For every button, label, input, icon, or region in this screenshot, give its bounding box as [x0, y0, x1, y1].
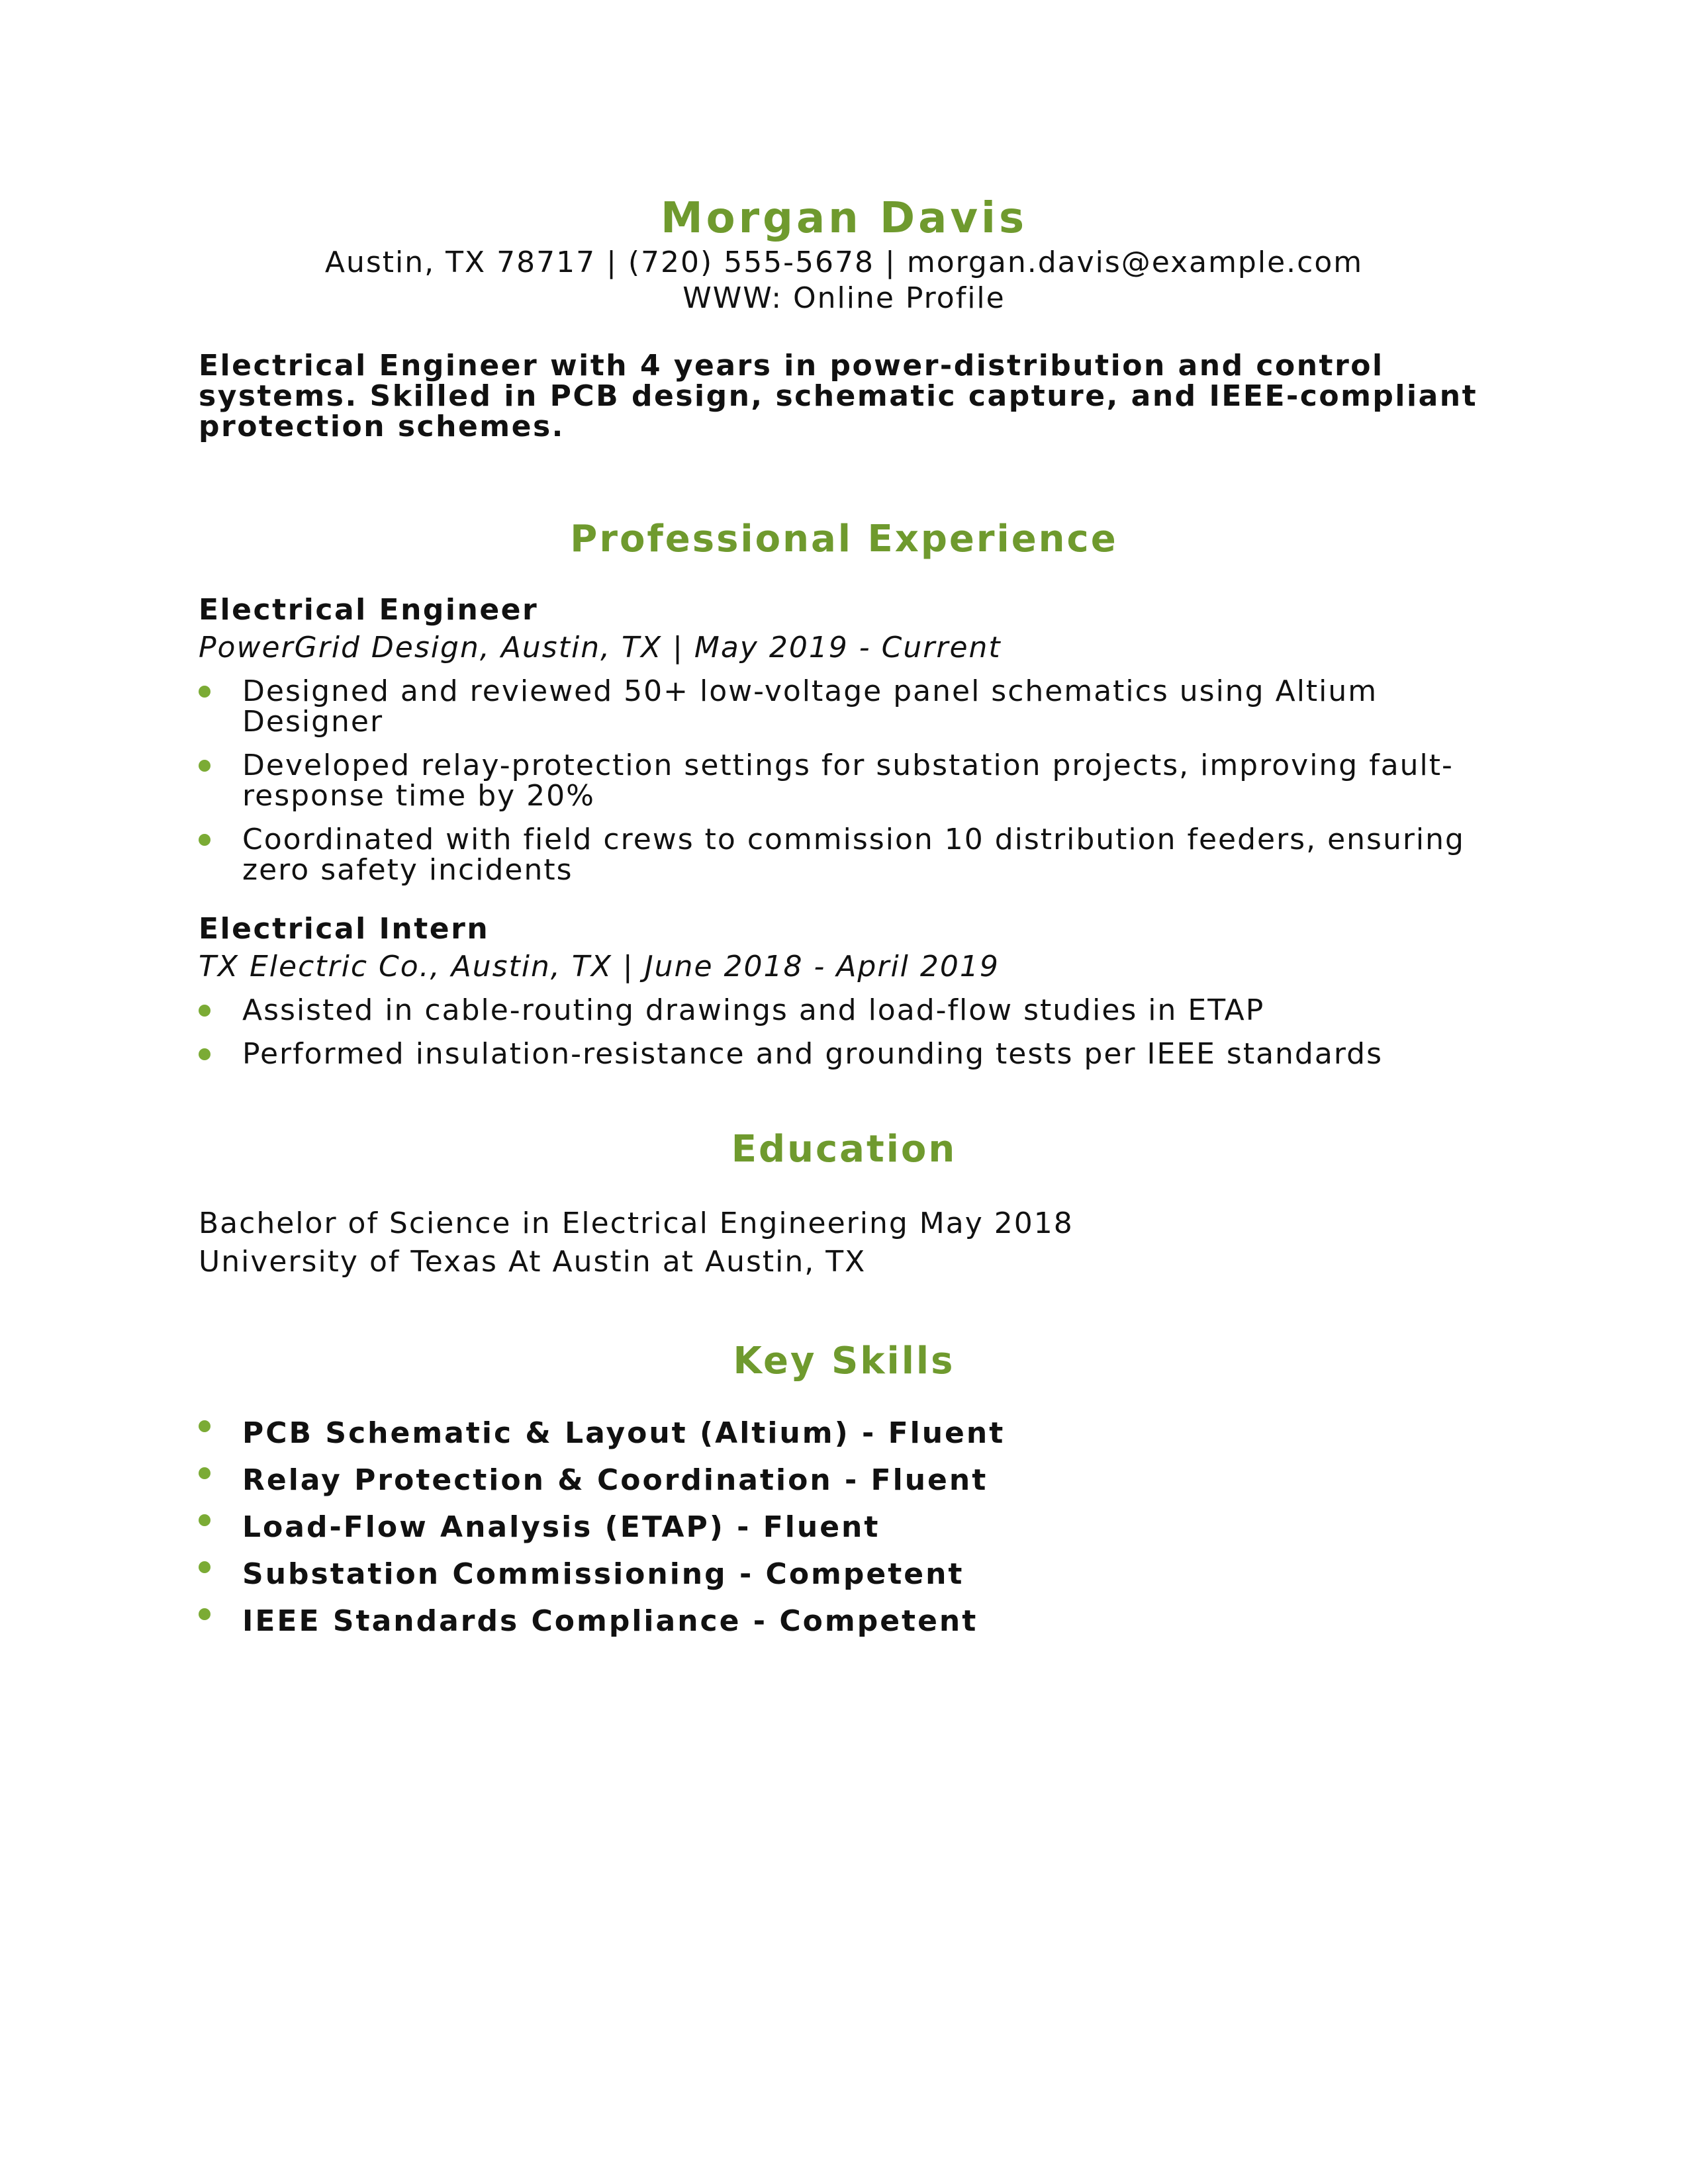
- bullet-dot-icon: [199, 1048, 211, 1060]
- contact-info: Austin, TX 78717 | (720) 555-5678 | morgan.davis@example.com: [324, 246, 1364, 279]
- job-bullet: [199, 1039, 1500, 1069]
- section-title-education: Education: [731, 1128, 957, 1171]
- bullet-dot-icon: [199, 834, 211, 846]
- job-title: Electrical Intern: [199, 912, 490, 946]
- job-company-dates: TX Electric Co., Austin, TX | June 2018 - April 2019: [199, 950, 1000, 983]
- resume-header: [199, 192, 1489, 316]
- job-bullet: [199, 676, 1500, 737]
- skill-item: [199, 1461, 1489, 1500]
- skill-text: Load-Flow Analysis (ETAP) - Fluent: [242, 1510, 880, 1544]
- skill-text: Relay Protection & Coordination - Fluent: [242, 1463, 988, 1497]
- bullet-dot-icon: [199, 1561, 211, 1573]
- job-bullet-text: Developed relay-protection settings for substation projects, improving fault-response time by 20%: [242, 749, 1454, 813]
- job-bullet-text: Performed insulation-resistance and grounding tests per IEEE standards: [242, 1037, 1383, 1071]
- education-entry: [199, 1205, 1489, 1281]
- section-title-experience: Professional Experience: [570, 518, 1118, 561]
- skill-item: [199, 1555, 1489, 1594]
- job-company-dates: PowerGrid Design, Austin, TX | May 2019 - Current: [199, 631, 1002, 664]
- job-bullet-text: Assisted in cable-routing drawings and load-flow studies in ETAP: [242, 993, 1265, 1027]
- job-bullet-text: Coordinated with field crews to commission 10 distribution feeders, ensuring zero safety incidents: [242, 823, 1465, 887]
- job-bullet: [199, 825, 1500, 886]
- section-title-skills: Key Skills: [733, 1340, 955, 1383]
- resume-page: [199, 192, 1489, 1649]
- job-entry: [199, 592, 1489, 886]
- degree-line: Bachelor of Science in Electrical Engineering May 2018: [199, 1206, 1074, 1240]
- bullet-dot-icon: [199, 1608, 211, 1620]
- job-title: Electrical Engineer: [199, 593, 539, 627]
- bullet-dot-icon: [199, 686, 211, 698]
- bullet-dot-icon: [199, 760, 211, 772]
- online-profile-link[interactable]: WWW: Online Profile: [682, 281, 1006, 315]
- school-line: University of Texas At Austin at Austin, TX: [199, 1245, 867, 1279]
- bullet-dot-icon: [199, 1005, 211, 1017]
- skill-item: [199, 1508, 1489, 1547]
- skills-list: [199, 1414, 1489, 1641]
- bullet-dot-icon: [199, 1420, 211, 1432]
- candidate-name: Morgan Davis: [660, 194, 1028, 243]
- job-bullet-text: Designed and reviewed 50+ low-voltage panel schematics using Altium Designer: [242, 674, 1378, 739]
- skill-text: PCB Schematic & Layout (Altium) - Fluent: [242, 1416, 1006, 1450]
- skill-text: Substation Commissioning - Competent: [242, 1557, 964, 1591]
- job-bullet-list: [199, 676, 1489, 886]
- job-bullet-list: [199, 995, 1489, 1069]
- job-bullet: [199, 995, 1500, 1026]
- job-entry: [199, 911, 1489, 1069]
- skill-item: [199, 1414, 1489, 1453]
- skill-text: IEEE Standards Compliance - Competent: [242, 1604, 978, 1638]
- skill-item: [199, 1602, 1489, 1641]
- bullet-dot-icon: [199, 1514, 211, 1526]
- professional-summary: Electrical Engineer with 4 years in power-distribution and control systems. Skilled in PCB design, schematic capture, and IEEE-compliant protection schemes.: [199, 349, 1478, 443]
- job-bullet: [199, 751, 1500, 811]
- bullet-dot-icon: [199, 1467, 211, 1479]
